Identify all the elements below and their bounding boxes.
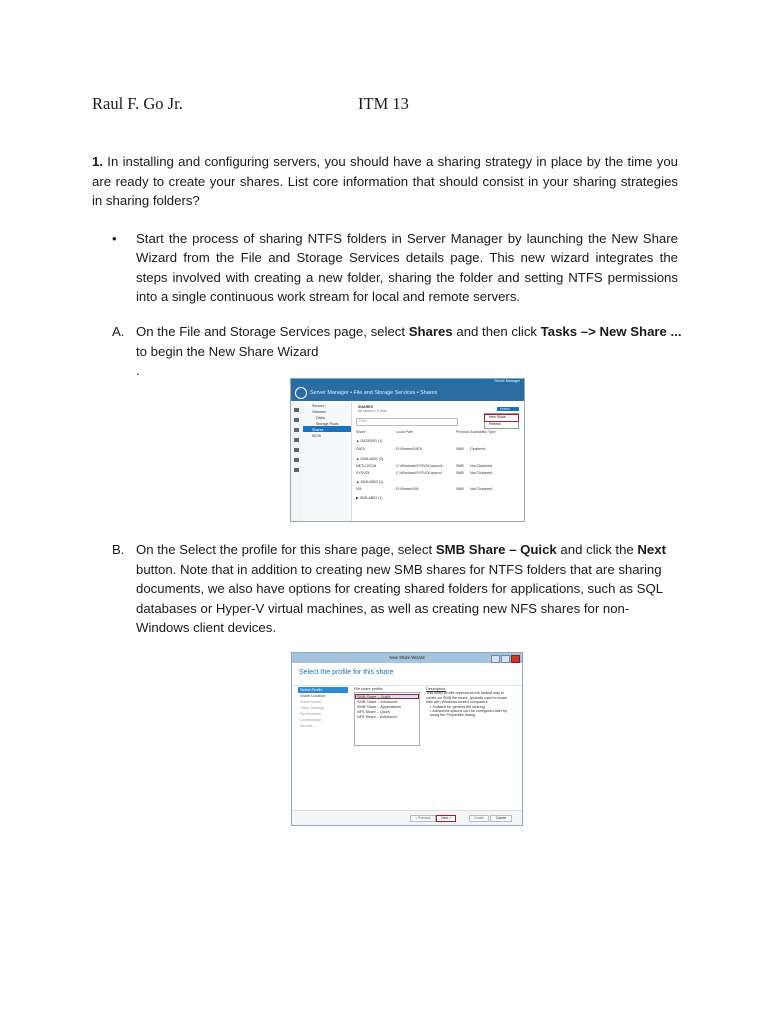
step-share-name: Share Name [300,700,322,704]
maximize-icon[interactable] [501,655,510,663]
profile-list [354,687,420,746]
sm-nav-bar [291,384,524,401]
sidebar-item-disks[interactable]: Disks [316,416,325,420]
course-code: ITM 13 [358,94,409,113]
cell: Not Clustered [470,471,492,475]
step-a-text-2: and then click [452,324,541,339]
step-a-trail: . [136,363,140,379]
close-icon[interactable] [511,655,520,663]
step-permissions: Permissions [300,712,321,716]
step-share-location[interactable]: Share Location [300,694,326,698]
cell: SMB [456,487,464,491]
step-a-bold-tasks: Tasks –> New Share ... [540,324,682,339]
cell: ▲ IDMLAB02 (1) [356,480,384,484]
cell: SMB [456,471,464,475]
all-servers-icon[interactable] [294,428,299,432]
filter-input[interactable]: Filter [356,418,458,426]
step-results: Results [300,724,313,728]
bullet-text: Start the process of sharing NTFS folders in Server Manager by launching the New Share Wizard from the File and Storage Services details page. This new wizard integrates the steps involved with creating a new folder, sharing the folder and setting NTFS permissions into a single continuous work stream for local and remote servers. [136,231,678,304]
shares-title: SHARES [358,405,373,409]
cell: NETLOGON [356,464,377,468]
table-row[interactable] [356,447,520,451]
col-share[interactable]: Share [356,430,366,434]
file-storage-icon[interactable] [294,458,299,462]
dashboard-icon[interactable] [294,408,299,412]
profile-nfs-quick[interactable]: NFS Share – Quick [357,709,390,714]
step-b-bold-next: Next [637,542,666,557]
back-arrow-icon[interactable] [295,387,307,399]
description-bullet: • Suitable for general file sharing [430,704,485,709]
table-row[interactable] [356,487,520,491]
step-a-bold-shares: Shares [408,324,453,339]
answer-bullet [112,229,678,306]
step-b-bold-smb: SMB Share – Quick [435,542,557,557]
local-server-icon[interactable] [294,418,299,422]
cell: Not Clustered [470,464,492,468]
cell: SMB [456,447,464,451]
step-b-text [136,540,682,638]
question-number: 1. [92,154,103,169]
sidebar-item-servers[interactable]: Servers [312,404,325,408]
step-b [112,540,682,638]
sidebar-item-iscsi[interactable]: iSCSI [312,434,322,438]
wizard-title: New Share Wizard [389,655,425,660]
step-a-text [136,322,682,381]
shares-table-header [356,430,520,434]
cell: D:\Shares\DATA [396,447,423,451]
tasks-menu [484,413,519,429]
sm-sidebar [303,402,352,521]
sm-window-title: Server Manager [291,379,524,384]
cell: C:\Windows\SYSVOL\sysvol [396,471,442,475]
description-text: This basic profile represents the fastest way to create an SMB file share, typically used to share files with Windows-based computers. [426,691,508,705]
wizard-title-bar [292,653,522,663]
wizard-steps [298,687,348,729]
cell: C:\Windows\SYSVOL\sysvol\... [396,464,446,468]
step-a-text-3: to begin the New Share Wizard [136,343,319,359]
sm-breadcrumb: Server Manager • File and Storage Services • Shares [310,389,438,396]
cell: SYSVOL [356,471,371,475]
step-b-text-1: On the Select the profile for this share page, select [136,542,436,557]
cell: VM [356,487,362,491]
sm-shares-panel [352,402,524,521]
step-b-text-3: button. Note that in addition to creating new SMB shares for NTFS folders that are sharing documents, we also have options for creating shared folders for applications, such as SQL databases or Hyper-V virtual machines, as well as creating new NFS shares for non-Windows client devices. [136,561,663,636]
wizard-heading: Select the profile for this share [292,663,522,686]
sidebar-item-shares[interactable]: Shares [303,426,351,432]
sm-icon-rail [291,402,303,521]
profile-smb-advanced[interactable]: SMB Share – Advanced [357,699,398,704]
ad-icon[interactable] [294,438,299,442]
step-select-profile[interactable]: Select Profile [298,687,348,693]
description-bullet-text: Suitable for general file sharing [432,704,485,709]
new-share-wizard-screenshot [291,652,523,826]
sidebar-item-volumes[interactable]: Volumes [312,410,326,414]
dns-icon[interactable] [294,448,299,452]
bullet-symbol: • [112,231,117,246]
window-controls [491,655,520,663]
menu-refresh[interactable]: Refresh [489,422,501,426]
profile-description [426,687,514,718]
question-1 [92,152,678,211]
wizard-footer [292,810,522,825]
description-bullet-text: Advanced options can be configured later by using the Properties dialog [430,709,508,718]
minimize-icon[interactable] [491,655,500,663]
table-row[interactable] [356,464,520,468]
shares-subtitle: All shares | 5 total [358,409,387,413]
profile-smb-applications[interactable]: SMB Share – Applications [357,704,401,709]
sm-main [291,402,524,521]
document-header [92,94,409,114]
col-protocol[interactable]: Protocol [456,430,470,434]
cell: Not Clustered [470,487,492,491]
cell: DATA [356,447,366,451]
cell: D:\Shares\VM [396,487,419,491]
author-name: Raul F. Go Jr. [92,94,183,113]
create-button[interactable]: Create [469,815,489,822]
cell: ▶ IDMLAB03 (1) [356,496,383,500]
step-b-letter: B. [112,542,125,557]
table-row[interactable] [356,480,520,484]
sidebar-item-storage-pools[interactable]: Storage Pools [316,422,339,426]
step-a [112,322,682,381]
table-row[interactable] [356,457,520,461]
step-a-letter: A. [112,324,125,339]
menu-new-share[interactable]: New Share... [489,415,509,419]
col-availability[interactable]: Availability Type [470,430,496,434]
profile-label: File share profile: [354,687,384,691]
iis-icon[interactable] [294,468,299,472]
description-label: Description: [426,687,447,691]
step-b-text-2: and click the [556,542,638,557]
cell: SMB [456,464,464,468]
table-row[interactable] [356,439,520,443]
profile-nfs-advanced[interactable]: NFS Share – Advanced [357,714,397,719]
col-local-path[interactable]: Local Path [396,430,413,434]
tasks-button[interactable] [497,407,519,411]
cell: ▲ IDMLAB01 (2) [356,457,384,461]
question-text: In installing and configuring servers, you should have a sharing strategy in place by the time you are ready to create your shares. List core information that should consist in your sharing strategies in sharing folders? [92,154,678,209]
table-row[interactable] [356,471,520,475]
cell: Clustered [470,447,486,451]
profile-smb-quick[interactable]: SMB Share – Quick [356,694,418,699]
cancel-button[interactable]: Cancel [490,815,512,822]
description-bullet: • Advanced options can be configured later by using the Properties dialog [430,709,508,718]
step-a-text-1: On the File and Storage Services page, select [136,324,409,339]
step-confirmation: Confirmation [300,718,322,722]
step-other-settings: Other Settings [300,706,325,710]
server-manager-screenshot [290,378,525,522]
cell: ▲ DATASVR (1) [356,439,383,443]
table-row[interactable] [356,496,520,500]
next-button[interactable]: Next > [436,815,456,822]
previous-button[interactable]: < Previous [410,815,436,822]
tasks-label: TASKS [500,407,510,411]
smb-quick-highlight [355,694,419,699]
profile-listbox[interactable] [354,692,420,746]
